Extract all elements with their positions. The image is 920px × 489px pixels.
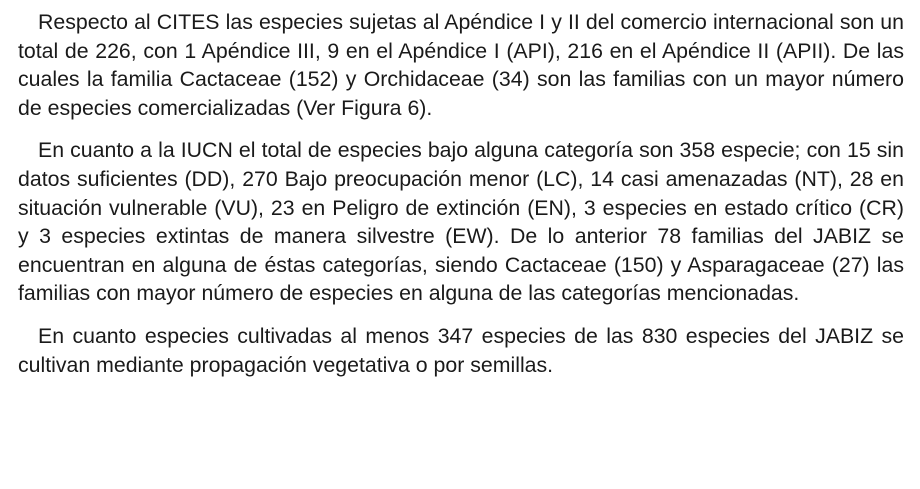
- paragraph-cites: Respecto al CITES las especies sujetas al Apéndice I y II del comercio internacional son un total de 226, con 1 Apéndice III, 9 en el Apéndice I (API), 216 en el Apéndice II (APII). De las cuales la familia Cactaceae (152) y Orchidaceae (34) son las familias con un mayor número de especies comercializadas (Ver Figura 6).: [18, 10, 904, 120]
- paragraph-iucn: En cuanto a la IUCN el total de especies bajo alguna categoría son 358 especie; con 15 sin datos suficientes (DD), 270 Bajo preocupación menor (LC), 14 casi amenazadas (NT), 28 en situación vulnerable (VU), 23 en Peligro de extinción (EN), 3 especies en estado crítico (CR) y 3 especies extintas de manera silvestre (EW). De lo anterior 78 familias del JABIZ se encuentran en alguna de éstas categorías, siendo Cactaceae (150) y Asparagaceae (27) las familias con mayor número de especies en alguna de las categorías mencionadas.: [18, 138, 904, 306]
- paragraph-cultivated-species: En cuanto especies cultivadas al menos 347 especies de las 830 especies del JABIZ se cultivan mediante propagación vegetativa o por semillas.: [18, 323, 904, 377]
